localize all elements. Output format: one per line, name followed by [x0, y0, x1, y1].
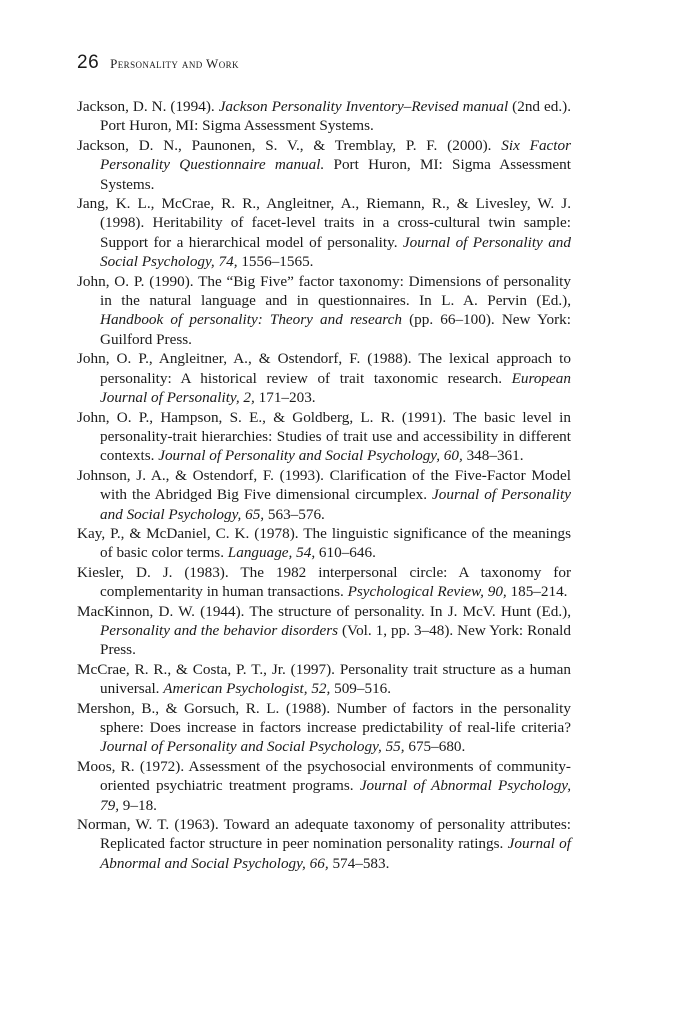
reference-entry: Kay, P., & McDaniel, C. K. (1978). The linguistic significance of the meanings of basic color terms. Language, 54, 610–646.: [77, 524, 571, 562]
reference-list: [77, 97, 571, 873]
reference-entry: John, O. P., Angleitner, A., & Ostendorf, F. (1988). The lexical approach to personality: A historical review of trait taxonomic research. European Journal of Personality, 2, 171–203.: [77, 350, 571, 407]
reference-entry: Mershon, B., & Gorsuch, R. L. (1988). Number of factors in the personality sphere: Does increase in factors increase predictability of real-life criteria? Journal of Personality and Social Psychology, 55, 675–680.: [77, 699, 571, 756]
reference-entry: John, O. P., Hampson, S. E., & Goldberg, L. R. (1991). The basic level in personality-trait hierarchies: Studies of trait use and accessibility in different contexts. Journal of Personality and Social Psychology, 60, 348–361.: [77, 408, 571, 465]
running-head: [77, 52, 239, 74]
page-number: 26: [77, 52, 100, 73]
reference-entry: Jackson, D. N., Paunonen, S. V., & Tremblay, P. F. (2000). Six Factor Personality Questionnaire manual. Port Huron, MI: Sigma Assessment Systems.: [77, 136, 571, 193]
reference-entry: Johnson, J. A., & Ostendorf, F. (1993). Clarification of the Five-Factor Model with the Abridged Big Five dimensional circumplex. Journal of Personality and Social Psychology, 65, 563–576.: [77, 466, 571, 523]
reference-entry: Jackson, D. N. (1994). Jackson Personality Inventory–Revised manual (2nd ed.). Port Huron, MI: Sigma Assessment Systems.: [77, 98, 572, 135]
reference-entry: Norman, W. T. (1963). Toward an adequate taxonomy of personality attributes: Replicated factor structure in peer nomination personality ratings. Journal of Abnormal and Social Psychology, 66, 574–583.: [77, 816, 572, 872]
running-title: Personality and Work: [110, 56, 239, 71]
reference-entry: Jang, K. L., McCrae, R. R., Angleitner, A., Riemann, R., & Livesley, W. J. (1998). Heritability of facet-level traits in a cross-cultural twin sample: Support for a hierarchical model of personality. Journal of Personality and Social Psychology, 74, 1556–1565.: [77, 195, 571, 271]
reference-entry: Kiesler, D. J. (1983). The 1982 interpersonal circle: A taxonomy for complementarity in human transactions. Psychological Review, 90, 185–214.: [77, 563, 571, 601]
reference-entry: McCrae, R. R., & Costa, P. T., Jr. (1997). Personality trait structure as a human universal. American Psychologist, 52, 509–516.: [77, 660, 571, 698]
reference-entry: Moos, R. (1972). Assessment of the psychosocial environments of community-oriented psychiatric treatment programs. Journal of Abnormal Psychology, 79, 9–18.: [77, 757, 571, 814]
reference-entry: John, O. P. (1990). The “Big Five” factor taxonomy: Dimensions of personality in the natural language and in questionnaires. In L. A. Pervin (Ed.), Handbook of personality: Theory and research (pp. 66–100). New York: Guilford Press.: [77, 272, 571, 348]
reference-entry: MacKinnon, D. W. (1944). The structure of personality. In J. McV. Hunt (Ed.), Personality and the behavior disorders (Vol. 1, pp. 3–48). New York: Ronald Press.: [77, 602, 571, 659]
